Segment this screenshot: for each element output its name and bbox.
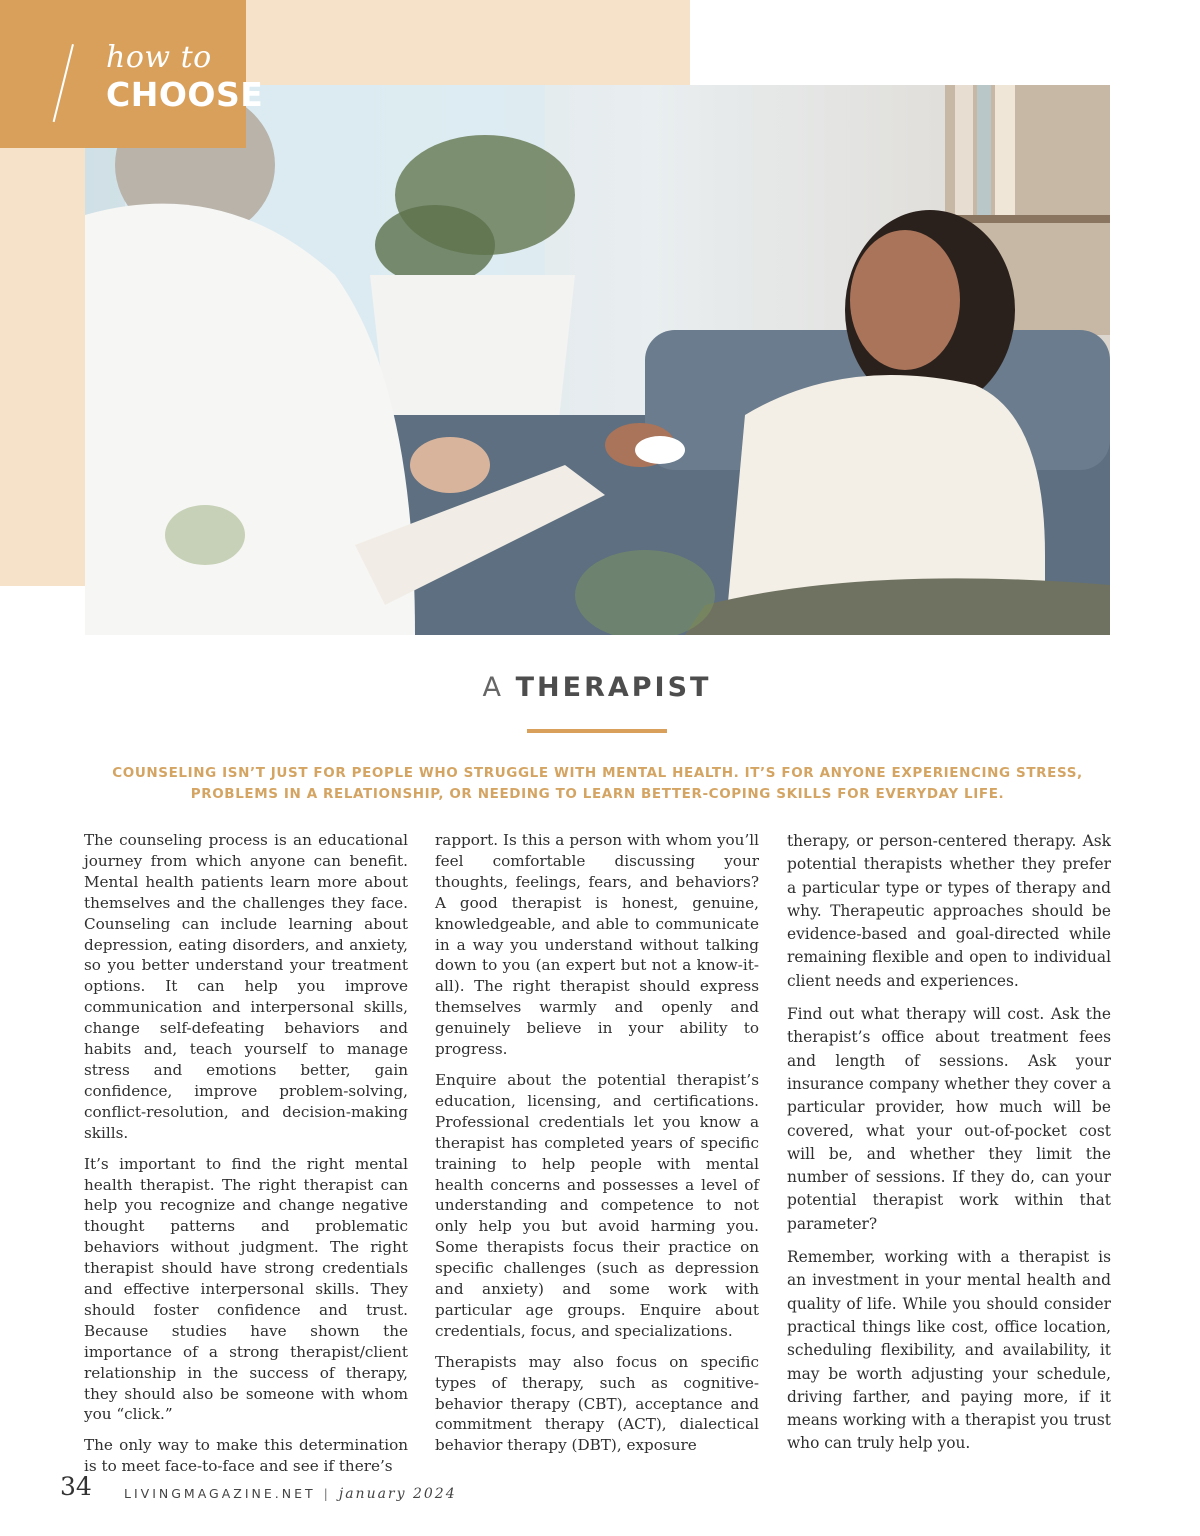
page-footer — [124, 1486, 457, 1502]
article-title — [0, 672, 1194, 703]
article-title-light: A — [482, 672, 505, 703]
paragraph: Therapists may also focus on specific types of therapy, such as cognitive-behavior therapy (CBT), acceptance and commitment therapy (ACT), dialectical behavior therapy (DBT), exposure — [435, 1352, 759, 1455]
slash-divider — [53, 44, 74, 122]
column-2 — [435, 830, 759, 1466]
footer-issue: january 2024 — [338, 1486, 457, 1502]
paragraph: therapy, or person-centered therapy. Ask potential therapists whether they prefer a particular type or types of therapy and why. Therapeutic approaches should be evidence-based and goal-directed while remaining flexible and open to individual client needs and experiences. — [787, 832, 1111, 990]
paragraph: Enquire about the potential therapist’s education, licensing, and certifications. Professional credentials let you know a therapist has completed years of specific training to help people with mental health concerns and possesses a level of understanding and competence to not only help you but avoid harming you. Some therapists focus their practice on specific challenges (such as depression and anxiety) and some work with particular age groups. Enquire about credentials, focus, and specializations. — [435, 1070, 759, 1340]
paragraph: The only way to make this determination is to meet face-to-face and see if there’s — [84, 1436, 408, 1476]
paragraph: Find out what therapy will cost. Ask the therapist’s office about treatment fees and length of sessions. Ask your insurance company whether they cover a particular provider, how much will be covered, what your out-of-pocket cost will be, and whether they limit the number of sessions. If they do, can your potential therapist work within that parameter? — [787, 1005, 1111, 1233]
title-rule — [527, 729, 667, 733]
photo-illustration — [85, 85, 1110, 635]
paragraph: rapport. Is this a person with whom you’ll feel comfortable discussing your thoughts, feelings, fears, and behaviors? A good therapist is honest, genuine, knowledgeable, and able to communicate in a way you understand without talking down to you (an expert but not a know-it-all). The right therapist should express themselves warmly and openly and genuinely believe in your ability to progress. — [435, 831, 759, 1059]
article-deck: COUNSELING ISN’T JUST FOR PEOPLE WHO STRUGGLE WITH MENTAL HEALTH. IT’S FOR ANYONE EXPERIENCING STRESS, PROBLEMS IN A RELATIONSHIP, OR NEEDING TO LEARN BETTER-COPING SKILLS FOR EVERYDAY LIFE. — [112, 765, 1083, 802]
paragraph: It’s important to find the right mental health therapist. The right therapist can help you recognize and change negative thought patterns and problematic behaviors without judgment. The right therapist should have strong credentials and effective interpersonal skills. They should foster confidence and trust. Because studies have shown the importance of a strong therapist/client relationship in the success of therapy, they should also be someone with whom you “click.” — [84, 1154, 408, 1424]
section-tab-line1: how to — [106, 40, 212, 75]
footer-site: LIVINGMAGAZINE.NET — [124, 1486, 316, 1501]
column-1 — [84, 830, 408, 1487]
section-tab — [0, 0, 264, 148]
section-tab-line2: CHOOSE — [106, 75, 264, 114]
column-3 — [787, 830, 1111, 1466]
footer-separator: | — [323, 1486, 331, 1501]
paragraph: The counseling process is an educational journey from which anyone can benefit. Mental health patients learn more about themselves and the challenges they face. Counseling can include learning about depression, eating disorders, and anxiety, so you better understand your treatment options. It can help you improve communication and interpersonal skills, change self-defeating behaviors and habits and, teach yourself to manage stress and emotions better, gain confidence, improve problem-solving, conflict-resolution, and decision-making skills. — [84, 831, 408, 1142]
article-title-bold: THERAPIST — [515, 672, 712, 703]
hero-photo — [85, 85, 1110, 635]
page-number: 34 — [60, 1472, 92, 1501]
paragraph: Remember, working with a therapist is an investment in your mental health and quality of life. While you should consider practical things like cost, office location, scheduling flexibility, and availability, it may be worth adjusting your schedule, driving farther, and paying more, if it means working with a therapist you trust who can truly help you. — [787, 1248, 1111, 1453]
